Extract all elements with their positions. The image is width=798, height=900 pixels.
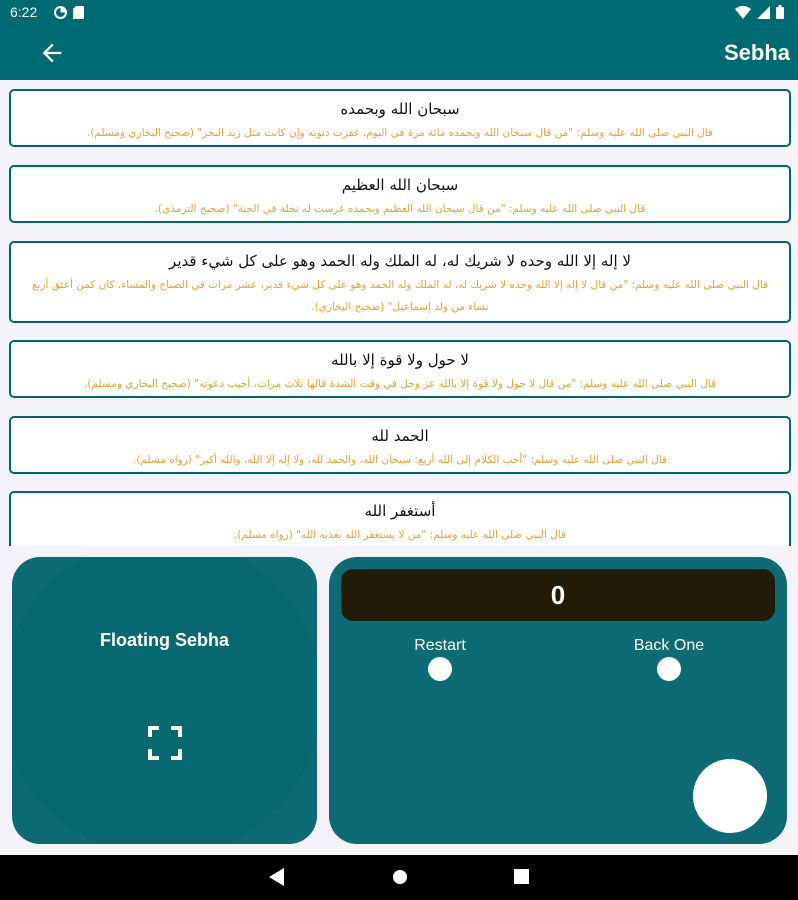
nav-recents-icon[interactable] — [514, 869, 529, 884]
dhikr-text: الحمد لله — [371, 427, 429, 445]
nav-back-icon[interactable] — [269, 868, 285, 886]
panel-ring — [12, 557, 317, 844]
dhikr-card[interactable] — [9, 241, 791, 323]
status-time: 6:22 — [10, 4, 38, 20]
fullscreen-icon[interactable] — [148, 726, 182, 760]
page-title: Sebha — [723, 40, 790, 65]
arrow-left-icon[interactable] — [38, 39, 66, 67]
counter-display: 0 — [341, 569, 775, 621]
hadith-text: قال النبي صلى الله عليه وسلم: "من قال سبحان الله العظيم وبحمده غرست له نخلة في الجنة" (صحيح الترمذي). — [154, 203, 646, 215]
back-one-button[interactable] — [657, 657, 681, 681]
back-one-label: Back One — [633, 637, 705, 654]
system-nav-bar — [0, 855, 798, 900]
app-bar — [0, 26, 798, 80]
counter-panel — [329, 557, 787, 844]
nav-home-icon[interactable] — [392, 869, 408, 885]
count-button[interactable] — [693, 759, 767, 833]
restart-button[interactable] — [428, 657, 452, 681]
dhikr-text: لا إله إلا الله وحده لا شريك له، له الملك وله الحمد وهو على كل شيء قدير — [169, 252, 631, 270]
sd-card-icon — [73, 6, 84, 19]
hadith-text: قال النبي صلى الله عليه وسلم: "من لا يستغفر الله يعذبه الله" (رواه مسلم). — [233, 529, 567, 541]
dhikr-card[interactable] — [9, 491, 791, 546]
dhikr-text: سبحان الله العظيم — [341, 176, 459, 194]
battery-icon — [776, 5, 784, 19]
dhikr-card[interactable] — [9, 89, 791, 147]
floating-sebha-panel[interactable] — [12, 557, 317, 844]
restart-label: Restart — [414, 637, 466, 654]
dhikr-card[interactable] — [9, 416, 791, 474]
wifi-icon — [735, 6, 751, 19]
dhikr-card[interactable] — [9, 340, 791, 398]
hadith-text: قال النبي صلى الله عليه وسلم: "من قال سبحان الله وبحمده مائة مرة في اليوم، غفرت ذنوبه وإن كانت مثل زبد البحر" (صحيح البخاري ومسلم). — [87, 127, 713, 139]
dhikr-text: سبحان الله وبحمده — [340, 100, 460, 118]
dhikr-text: لا حول ولا قوة إلا بالله — [331, 351, 469, 369]
hadith-text: قال النبي صلى الله عليه وسلم: "من قال لا إله إلا الله وحده لا شريك له، له الملك وله الحمد وهو على كل شيء قدير، عشر مرات في الصباح والمساء، كان كمن أعتق أربع نساء من ولد إسماعيل" (صحيح البخاري). — [31, 279, 769, 313]
adhkar-list[interactable] — [0, 80, 798, 546]
hadith-text: قال النبي صلى الله عليه وسلم: "أحب الكلام إلى الله أربع: سبحان الله، والحمد لله، ولا إله إلا الله، والله أكبر" (رواه مسلم). — [133, 454, 667, 466]
dhikr-card[interactable] — [9, 165, 791, 223]
hadith-text: قال النبي صلى الله عليه وسلم: "من قال لا حول ولا قوة إلا بالله عز وجل في وقت الشدة قالها ثلاث مرات، أجيب دعوته" (صحيح البخاري ومسلم). — [83, 378, 717, 390]
dhikr-text: أستغفر الله — [364, 502, 436, 520]
floating-sebha-label: Floating Sebha — [99, 630, 229, 650]
signal-icon — [757, 6, 770, 19]
status-bar — [0, 0, 798, 26]
data-saver-icon — [54, 6, 67, 19]
